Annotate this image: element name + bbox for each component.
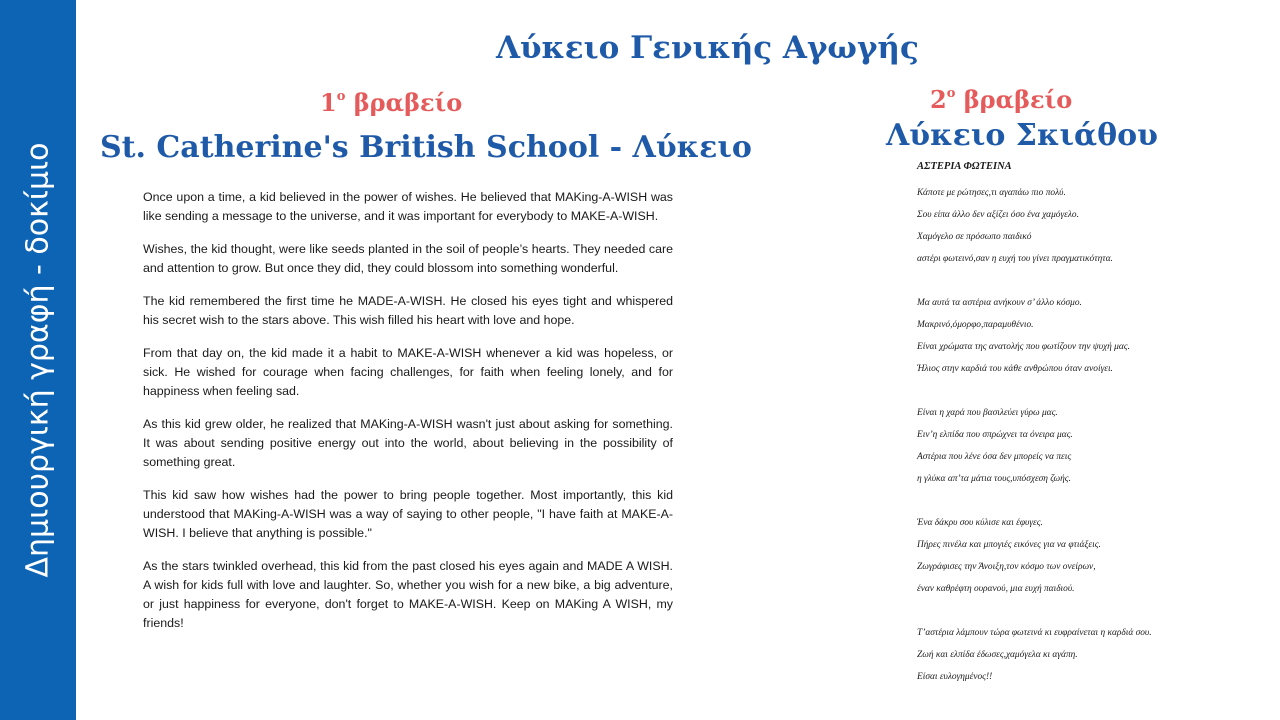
poem-line: Χαμόγελο σε πρόσωπο παιδικό <box>917 232 1032 242</box>
poem-stanza <box>917 182 1217 270</box>
poem-stanza <box>917 512 1217 600</box>
essay-paragraph: As this kid grew older, he realized that MAKing-A-WISH wasn't just about asking for something. It was about sending positive energy out into the world, about believing in the possibility of something great. <box>143 417 673 469</box>
sidebar-band <box>0 0 76 720</box>
sidebar-caption: Δημιουργική γραφή - δοκίμιο <box>20 142 56 578</box>
poem-line: Τ’αστέρια λάμπουν τώρα φωτεινά κι ευφραίνεται η καρδιά σου. <box>917 628 1152 638</box>
poem-line: Ένα δάκρυ σου κύλισε και έφυγες. <box>917 518 1043 528</box>
page-title: Λύκειο Γενικής Αγωγής <box>496 30 919 66</box>
poem-line: Αστέρια που λένε όσα δεν μπορείς να πεις <box>917 452 1072 462</box>
essay-paragraph: Wishes, the kid thought, were like seeds planted in the soil of people’s hearts. They needed care and attention to grow. But once they did, they could blossom into something wonderful. <box>143 242 673 275</box>
first-prize-essay <box>143 188 673 647</box>
first-prize-number: 1 <box>320 88 337 117</box>
poem-title: ΑΣΤΕΡΙΑ ΦΩΤΕΙΝΑ <box>917 161 1012 172</box>
poem-line: Κάποτε με ρώτησες,τι αγαπάω πιο πολύ. <box>917 188 1066 198</box>
poem-stanza <box>917 622 1217 688</box>
essay-paragraph: As the stars twinkled overhead, this kid from the past closed his eyes again and MADE A WISH. A wish for kids full with love and laughter. So, whether you wish for a new bike, a big adventure, or just happiness for everyone, don't forget to MAKE-A-WISH. Keep on MAKing A WISH, my friends! <box>143 559 673 630</box>
essay-paragraph: This kid saw how wishes had the power to bring people together. Most importantly, this kid understood that MAKing-A-WISH was a way of saying to other people, "I have faith at MAKE-A-WISH. I believe that anything is possible." <box>143 488 673 540</box>
first-prize-word: βραβείο <box>345 88 463 117</box>
first-prize-heading <box>320 88 462 117</box>
poem-line: Πήρες πινέλα και μπογιές εικόνες για να φτιάξεις. <box>917 540 1101 550</box>
second-prize-ordinal: ο <box>946 86 956 101</box>
second-prize-word: βραβείο <box>955 85 1073 114</box>
second-prize-school: Λύκειο Σκιάθου <box>886 118 1158 153</box>
poem-line: Μακρινό,όμορφο,παραμυθένιο. <box>917 320 1034 330</box>
second-prize-heading <box>930 85 1072 114</box>
poem-line: Είσαι ευλογημένος!! <box>917 672 993 682</box>
essay-paragraph: From that day on, the kid made it a habit to MAKE-A-WISH whenever a kid was hopeless, or sick. He wished for courage when facing challenges, for faith when feeling lonely, and for happiness when feeling sad. <box>143 346 673 398</box>
poem-stanza <box>917 292 1217 380</box>
poem-line: έναν καθρέφτη ουρανού, μια ευχή παιδιού. <box>917 584 1075 594</box>
second-prize-number: 2 <box>930 85 947 114</box>
poem-line: Είναι χρώματα της ανατολής που φωτίζουν την ψυχή μας. <box>917 342 1130 352</box>
poem-line: Μα αυτά τα αστέρια ανήκουν σ’ άλλο κόσμο. <box>917 298 1082 308</box>
second-prize-poem <box>917 161 1217 710</box>
essay-paragraph: Once upon a time, a kid believed in the power of wishes. He believed that MAKing-A-WISH was like sending a message to the universe, and it was important for everybody to MAKE-A-WISH. <box>143 190 673 223</box>
first-prize-ordinal: ο <box>336 89 346 104</box>
poem-line: η γλύκα απ’τα μάτια τους,υπόσχεση ζωής. <box>917 474 1071 484</box>
poem-line: Σου είπα άλλο δεν αξίζει όσο ένα χαμόγελο. <box>917 210 1079 220</box>
poem-line: Ζωγράφισες την Άνοιξη,τον κόσμο των ονείρων, <box>917 562 1096 572</box>
poem-line: Ήλιος στην καρδιά του κάθε ανθρώπου όταν ανοίγει. <box>917 364 1113 374</box>
poem-line: αστέρι φωτεινό,σαν η ευχή του γίνει πραγματικότητα. <box>917 254 1113 264</box>
poem-line: Ειν’η ελπίδα που σπρώχνει τα όνειρα μας. <box>917 430 1073 440</box>
poem-line: Είναι η χαρά που βασιλεύει γύρω μας. <box>917 408 1058 418</box>
poem-stanza <box>917 402 1217 490</box>
first-prize-school: St. Catherine's British School - Λύκειο <box>100 130 752 165</box>
poem-line: Ζωή και ελπίδα έδωσες,χαμόγελα κι αγάπη. <box>917 650 1078 660</box>
essay-paragraph: The kid remembered the first time he MADE-A-WISH. He closed his eyes tight and whispered his secret wish to the stars above. This wish filled his heart with love and hope. <box>143 294 673 327</box>
